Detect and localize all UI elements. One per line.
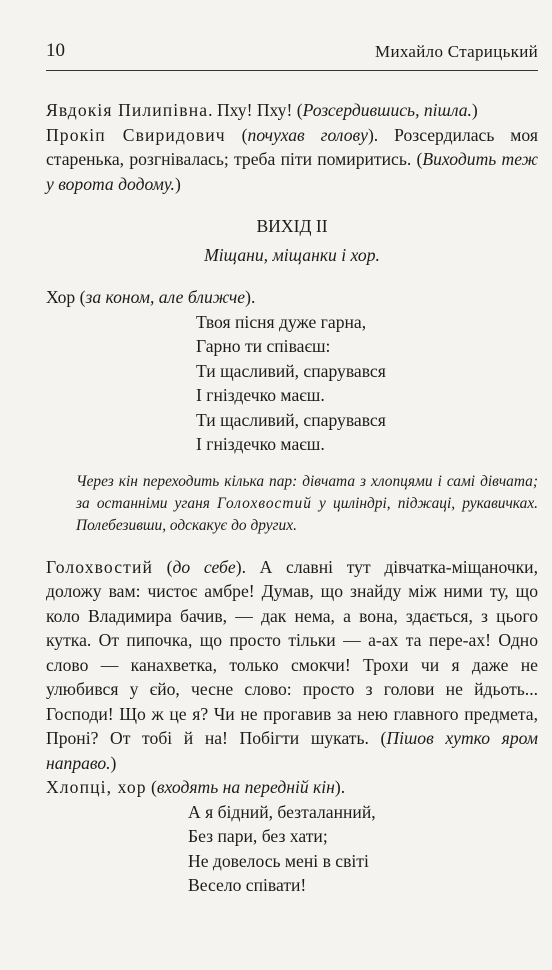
stage-direction-inline: почухав голову	[247, 124, 368, 145]
line-golokhvosty: Голохвостий (до себе). А славні тут дівчатка-міщаночки, доложу вам: чистоє амбре! Думав, що знайду між ними ту, що коло Владимира бачив, — дак нема, а вона, здається, з цього кутка. От пипочка, що просто тільки — а-ах та пере-ах! Одно слово — канахветка, только смокчи! Трохи чи я даже не улюбився у єйо, чесне слово: просто з голови не йдьоть... Господи! Що ж це я? Чи не прогавив за нею главного предмета, Проні? От тобі й на! Побігти шукать. (Пішов хутко яром направо.)	[46, 556, 538, 773]
scene-cast: Міщани, міщанки і хор.	[204, 244, 380, 265]
stage-direction-inline: Виходить теж у ворота додому.	[46, 149, 539, 194]
page-number: 10	[46, 40, 65, 61]
verse-line: Твоя пісня дуже гарна,	[196, 311, 367, 332]
scene-heading: ВИХІД II	[256, 216, 328, 236]
speaker-name: Голохвостий	[46, 556, 153, 577]
speaker-name: Хор	[46, 287, 76, 307]
verse-line: Гарно ти співаєш:	[196, 336, 331, 356]
running-head: Михайло Старицький	[375, 42, 538, 61]
stage-direction-block: Через кін переходить кілька пар: дівчата з хлопцями і самі дівчата; за останніми уганя Голохвостий у циліндрі, піджаці, рукавичках. Полебезивши, одскакує до других.	[76, 472, 538, 534]
verse-line: І гніздечко маєш.	[196, 434, 325, 454]
verse-line: А я бідний, безталанний,	[188, 801, 376, 822]
verse-line: Ти щасливий, спарувався	[196, 409, 386, 430]
stage-direction-inline: Розсердившись, пішла.	[302, 100, 472, 120]
line-prokip: Прокіп Свиридович (почухав голову). Розсердилась моя старенька, розгнівалась; треба піти помиритись. (Виходить теж у ворота додому.)	[46, 124, 539, 194]
verse-line: Не довелось мені в світі	[188, 850, 369, 871]
stage-direction-inline: до себе	[172, 556, 236, 577]
page-body	[46, 98, 538, 898]
speaker-name: Прокіп Свиридович	[46, 124, 226, 145]
line-chorus: Хор (за коном, але ближче).	[46, 287, 256, 307]
line-boys-chorus: Хлопці, хор (входять на передній кін).	[46, 777, 346, 797]
verse-line: Без пари, без хати;	[188, 826, 328, 846]
character-name: Голохвостий	[217, 494, 312, 512]
stage-direction-inline: Пішов хутко яром направо.	[46, 728, 538, 773]
page-header	[46, 38, 538, 71]
verse-line: Ти щасливий, спарувався	[196, 360, 386, 381]
speaker-name: Явдокія Пилипівна	[46, 100, 209, 120]
stage-direction-inline: входять на передній кін	[156, 777, 335, 797]
stage-direction-inline: за коном, але ближче	[85, 287, 246, 307]
line-yavdokiya: Явдокія Пилипівна. Пху! Пху! (Розсердившись, пішла.)	[46, 100, 478, 120]
verse-line: І гніздечко маєш.	[196, 385, 325, 405]
verse-line: Весело співати!	[188, 875, 307, 895]
speaker-name: Хлопці, хор	[46, 777, 147, 797]
